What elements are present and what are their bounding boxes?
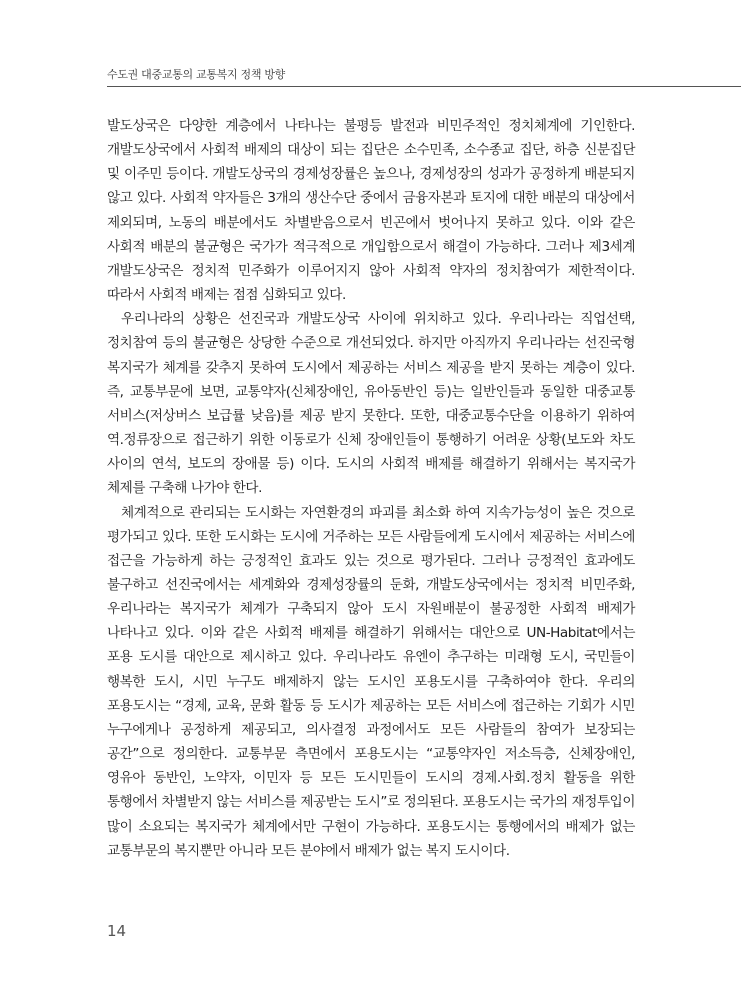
header-divider: [107, 86, 741, 87]
paragraph-2: 우리나라의 상황은 선진국과 개발도상국 사이에 위치하고 있다. 우리나라는 직업선택, 정치참여 등의 불균형은 상당한 수준으로 개선되었다. 하지만 아직까지 우리나라는 선진국형 복지국가 체계를 갖추지 못하여 도시에서 제공하는 서비스 제공을 받지 못하는 계층이 있다. 즉, 교통부문에 보면, 교통약자(신체장애인, 유아동반인 등)는 일반인들과 동일한 대중교통 서비스(저상버스 보급률 낮음)를 제공 받지 못한다. 또한, 대중교통수단을 이용하기 위하여 역.정류장으로 접근하기 위한 이동로가 신체 장애인들이 통행하기 어려운 상황(보도와 차도 사이의 연석, 보도의 장애물 등) 이다. 도시의 사회적 배제를 해결하기 위해서는 복지국가 체제를 구축해 나가야 한다.: [107, 311, 635, 497]
page-number: 14: [107, 922, 127, 940]
running-header: 수도권 대중교통의 교통복지 정책 방향: [107, 68, 286, 81]
body-text: [107, 114, 635, 863]
paragraph-1: 발도상국은 다양한 계층에서 나타나는 불평등 발전과 비민주적인 정치체계에 기인한다. 개발도상국에서 사회적 배제의 대상이 되는 집단은 소수민족, 소수종교 집단, 하층 신분집단 및 이주민 등이다. 개발도상국의 경제성장률은 높으나, 경제성장의 성과가 공정하게 배분되지 않고 있다. 사회적 약자들은 3개의 생산수단 중에서 금융자본과 토지에 대한 배분의 대상에서 제외되며, 노동의 배분에서도 차별받음으로서 빈곤에서 벗어나지 못하고 있다. 이와 같은 사회적 배분의 불균형은 국가가 적극적으로 개입함으로서 해결이 가능하다. 그러나 제3세계 개발도상국은 정치적 민주화가 이루어지지 않아 사회적 약자의 정치참여가 제한적이다. 따라서 사회적 배제는 점점 심화되고 있다.: [107, 118, 635, 304]
paragraph-3: 체계적으로 관리되는 도시화는 자연환경의 파괴를 최소화 하여 지속가능성이 높은 것으로 평가되고 있다. 또한 도시화는 도시에 거주하는 모든 사람들에게 도시에서 제공하는 서비스에 접근을 가능하게 하는 긍정적인 효과도 있는 것으로 평가된다. 그러나 긍정적인 효과에도 불구하고 선진국에서는 세계화와 경제성장률의 둔화, 개발도상국에서는 정치적 비민주화, 우리나라는 복지국가 체계가 구축되지 않아 도시 자원배분이 불공정한 사회적 배제가 나타나고 있다. 이와 같은 사회적 배제를 해결하기 위해서는 대안으로 UN-Habitat에서는 포용 도시를 대안으로 제시하고 있다. 우리나라도 유엔이 추구하는 미래형 도시, 국민들이 행복한 도시, 시민 누구도 배제하지 않는 도시인 포용도시를 구축하여야 한다. 우리의 포용도시는 “경제, 교육, 문화 활동 등 도시가 제공하는 모든 서비스에 접근하는 기회가 시민 누구에게나 공정하게 제공되고, 의사결정 과정에서도 모든 사람들의 참여가 보장되는 공간”으로 정의한다. 교통부문 측면에서 포용도시는 “교통약자인 저소득층, 신체장애인, 영유아 동반인, 노약자, 이민자 등 모든 도시민들이 도시의 경제.사회.정치 활동을 위한 통행에서 차별받지 않는 서비스를 제공받는 도시”로 정의된다. 포용도시는 국가의 재정투입이 많이 소요되는 복지국가 체계에서만 구현이 가능하다. 포용도시는 통행에서의 배제가 없는 교통부문의 복지뿐만 아니라 모든 분야에서 배제가 없는 복지 도시이다.: [107, 504, 635, 859]
